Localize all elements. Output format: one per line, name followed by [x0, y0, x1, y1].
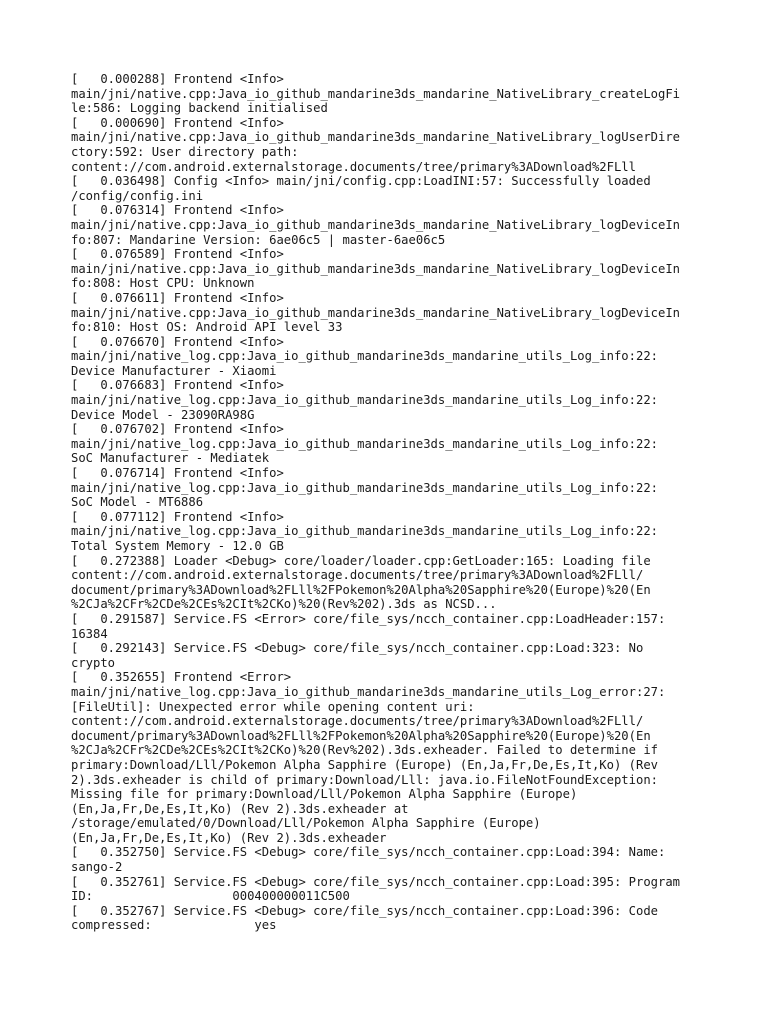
- log-line: [ 0.076314] Frontend <Info>: [71, 203, 284, 218]
- log-line: [ 0.076611] Frontend <Info>: [71, 290, 284, 305]
- log-line: /config/config.ini: [71, 188, 204, 203]
- log-line: main/jni/native.cpp:Java_io_github_mandarine3ds_mandarine_NativeLibrary_createLogFi: [71, 86, 681, 101]
- log-line: [ 0.076702] Frontend <Info>: [71, 422, 284, 437]
- log-line: Device Model - 23090RA98G: [71, 407, 255, 422]
- log-line: le:586: Logging backend initialised: [71, 101, 328, 116]
- log-line: [ 0.352767] Service.FS <Debug> core/file_sys/ncch_container.cpp:Load:396: Code: [71, 903, 658, 918]
- log-line: main/jni/native_log.cpp:Java_io_github_mandarine3ds_mandarine_utils_Log_error:27:: [71, 684, 666, 699]
- log-line: [ 0.292143] Service.FS <Debug> core/file_sys/ncch_container.cpp:Load:323: No: [71, 641, 644, 656]
- log-line: [ 0.076670] Frontend <Info>: [71, 334, 284, 349]
- log-line: [ 0.036498] Config <Info> main/jni/config.cpp:LoadINI:57: Successfully loaded: [71, 174, 651, 189]
- log-line: main/jni/native_log.cpp:Java_io_github_mandarine3ds_mandarine_utils_Log_info:22:: [71, 393, 658, 408]
- log-line: content://com.android.externalstorage.documents/tree/primary%3ADownload%2FLll: [71, 159, 636, 174]
- log-line: [ 0.076589] Frontend <Info>: [71, 247, 284, 262]
- log-line: content://com.android.externalstorage.documents/tree/primary%3ADownload%2FLll/: [71, 714, 644, 729]
- log-line: [ 0.000690] Frontend <Info>: [71, 115, 284, 130]
- log-line: document/primary%3ADownload%2FLll%2FPokemon%20Alpha%20Sapphire%20(Europe)%20(En: [71, 728, 651, 743]
- log-line: [ 0.272388] Loader <Debug> core/loader/loader.cpp:GetLoader:165: Loading file: [71, 553, 651, 568]
- log-line: 16384: [71, 626, 108, 641]
- log-line: [ 0.076714] Frontend <Info>: [71, 466, 284, 481]
- log-line: content://com.android.externalstorage.documents/tree/primary%3ADownload%2FLll/: [71, 568, 644, 583]
- log-line: main/jni/native.cpp:Java_io_github_mandarine3ds_mandarine_NativeLibrary_logDeviceIn: [71, 305, 681, 320]
- log-line: [ 0.077112] Frontend <Info>: [71, 509, 284, 524]
- log-line: main/jni/native.cpp:Java_io_github_mandarine3ds_mandarine_NativeLibrary_logDeviceIn: [71, 261, 681, 276]
- log-line: fo:810: Host OS: Android API level 33: [71, 320, 343, 335]
- log-line: document/primary%3ADownload%2FLll%2FPokemon%20Alpha%20Sapphire%20(Europe)%20(En: [71, 582, 651, 597]
- log-line: fo:808: Host CPU: Unknown: [71, 276, 255, 291]
- log-line: Total System Memory - 12.0 GB: [71, 539, 284, 553]
- log-line: Missing file for primary:Download/Lll/Pokemon Alpha Sapphire (Europe): [71, 787, 578, 802]
- log-line: main/jni/native.cpp:Java_io_github_mandarine3ds_mandarine_NativeLibrary_logDeviceIn: [71, 217, 681, 232]
- log-line: /storage/emulated/0/Download/Lll/Pokemon Alpha Sapphire (Europe): [71, 816, 541, 831]
- log-line: main/jni/native_log.cpp:Java_io_github_mandarine3ds_mandarine_utils_Log_info:22:: [71, 480, 658, 495]
- log-line: [FileUtil]: Unexpected error while opening content uri:: [71, 699, 475, 714]
- log-line: primary:Download/Lll/Pokemon Alpha Sapphire (Europe) (En,Ja,Fr,De,Es,It,Ko) (Rev: [71, 757, 658, 772]
- log-line: 2).3ds.exheader is child of primary:Download/Lll: java.io.FileNotFoundException:: [71, 772, 658, 787]
- log-line: crypto: [71, 655, 116, 670]
- log-line: %2CJa%2CFr%2CDe%2CEs%2CIt%2CKo)%20(Rev%202).3ds.exheader. Failed to determine if: [71, 743, 658, 758]
- log-line: ctory:592: User directory path:: [71, 144, 299, 159]
- log-line: main/jni/native_log.cpp:Java_io_github_mandarine3ds_mandarine_utils_Log_info:22:: [71, 524, 658, 539]
- log-line: SoC Model - MT6886: [71, 495, 204, 510]
- log-line: (En,Ja,Fr,De,Es,It,Ko) (Rev 2).3ds.exheader at: [71, 801, 409, 816]
- log-line: ID: 000400000011C500: [71, 889, 350, 904]
- log-line: Device Manufacturer - Xiaomi: [71, 363, 277, 378]
- log-line: main/jni/native.cpp:Java_io_github_mandarine3ds_mandarine_NativeLibrary_logUserDire: [71, 130, 681, 145]
- log-line: SoC Manufacturer - Mediatek: [71, 451, 270, 466]
- log-line: compressed: yes: [71, 918, 277, 933]
- log-line: main/jni/native_log.cpp:Java_io_github_mandarine3ds_mandarine_utils_Log_info:22:: [71, 349, 658, 364]
- log-text-block: [71, 72, 711, 933]
- log-line: [ 0.291587] Service.FS <Error> core/file_sys/ncch_container.cpp:LoadHeader:157:: [71, 611, 666, 626]
- log-line: [ 0.076683] Frontend <Info>: [71, 378, 284, 393]
- log-line: %2CJa%2CFr%2CDe%2CEs%2CIt%2CKo)%20(Rev%202).3ds as NCSD...: [71, 597, 497, 612]
- log-line: (En,Ja,Fr,De,Es,It,Ko) (Rev 2).3ds.exheader: [71, 830, 387, 845]
- log-line: [ 0.000288] Frontend <Info>: [71, 72, 284, 86]
- log-line: sango-2: [71, 860, 123, 875]
- log-line: [ 0.352655] Frontend <Error>: [71, 670, 292, 685]
- log-line: fo:807: Mandarine Version: 6ae06c5 | master-6ae06c5: [71, 232, 446, 247]
- log-line: main/jni/native_log.cpp:Java_io_github_mandarine3ds_mandarine_utils_Log_info:22:: [71, 436, 658, 451]
- log-line: [ 0.352761] Service.FS <Debug> core/file_sys/ncch_container.cpp:Load:395: Program: [71, 874, 681, 889]
- log-line: [ 0.352750] Service.FS <Debug> core/file_sys/ncch_container.cpp:Load:394: Name:: [71, 845, 666, 860]
